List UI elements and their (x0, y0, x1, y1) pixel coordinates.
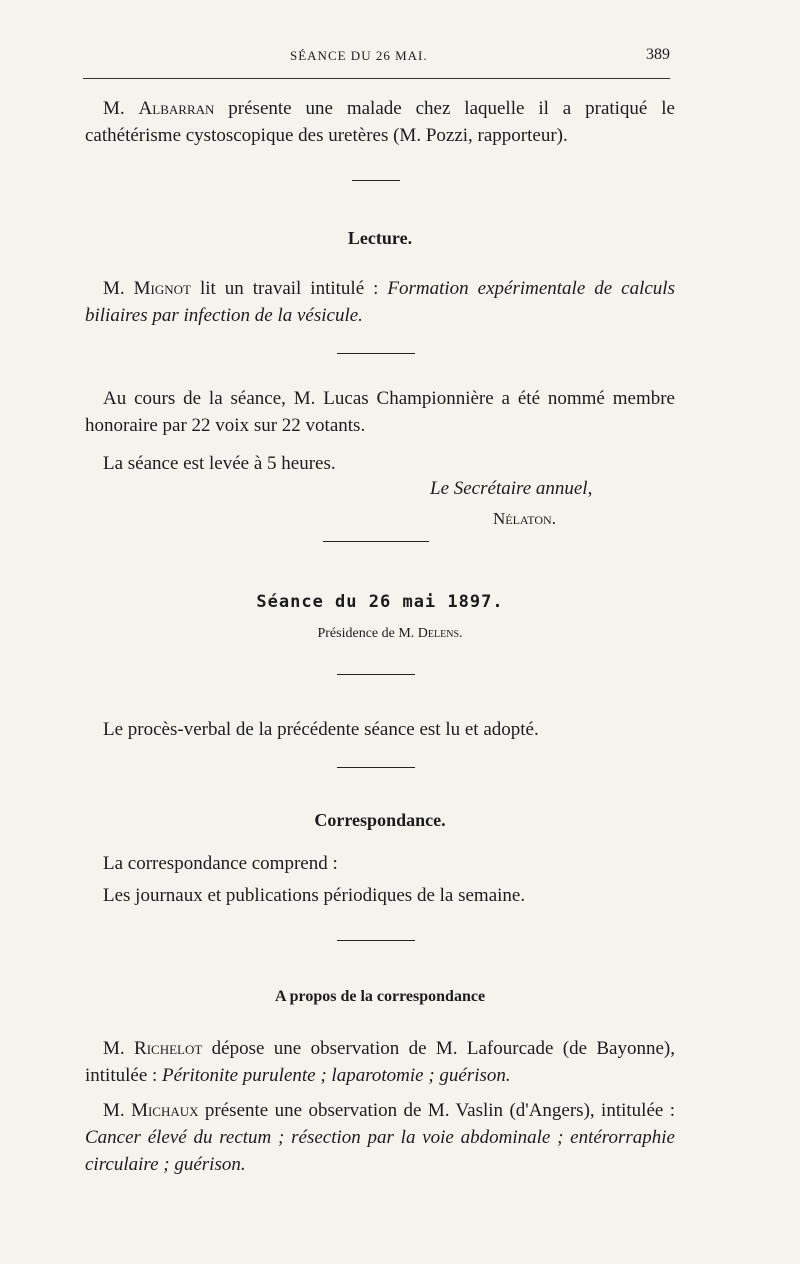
paragraph-albarran: M. Albarran présente une malade chez laquelle il a pratiqué le cathétérisme cystoscopique des uretères (M. Pozzi, rapporteur). (85, 98, 675, 146)
section-heading-lecture: Lecture. (347, 228, 413, 248)
author-name: Richelot (134, 1038, 203, 1059)
author-name: Michaux (131, 1100, 199, 1121)
paragraph-closing: La séance est levée à 5 heures. (103, 453, 336, 474)
section-heading-apropos: A propos de la correspondance (274, 988, 486, 1005)
work-title: Cancer élevé du rectum ; résection par la voie abdominale ; entérorraphie circulaire ; guérison. (85, 1127, 675, 1175)
paragraph-proces-verbal: Le procès-verbal de la précédente séance est lu et adopté. (103, 719, 539, 740)
paragraph-journaux: Les journaux et publications périodiques de la semaine. (103, 885, 526, 906)
running-header: SÉANCE DU 26 MAI. (290, 48, 428, 63)
session-presidency: Présidence de M. Delens. (317, 626, 463, 641)
separator-rule (337, 940, 415, 941)
paragraph-mignot: M. Mignot lit un travail intitulé : Formation expérimentale de calculs biliaires par infection de la vésicule. (85, 278, 675, 326)
separator-rule (337, 353, 415, 354)
work-title: Péritonite purulente ; laparotomie ; guérison. (162, 1065, 511, 1086)
paragraph-richelot: M. Richelot dépose une observation de M. Lafourcade (de Bayonne), intitulée : Péritonite purulente ; laparotomie ; guérison. (85, 1038, 675, 1086)
signature-role: Le Secrétaire annuel, (430, 478, 593, 499)
session-title: Séance du 26 mai 1897. (256, 592, 504, 612)
separator-rule (323, 541, 429, 542)
separator-rule (337, 674, 415, 675)
separator-rule (337, 767, 415, 768)
separator-rule (352, 180, 400, 181)
page-number: 389 (646, 46, 670, 63)
paragraph-correspondance: La correspondance comprend : (103, 853, 338, 874)
header-rule (83, 78, 670, 79)
president-name: Delens. (417, 626, 463, 641)
paragraph-michaux: M. Michaux présente une observation de M. Vaslin (d'Angers), intitulée : Cancer élevé du rectum ; résection par la voie abdominale ; entérorraphie circulaire ; guérison. (85, 1100, 675, 1175)
author-name: Mignot (133, 278, 191, 299)
author-name: Albarran (138, 98, 215, 119)
section-heading-correspondance: Correspondance. (314, 810, 446, 830)
paragraph-nomination: Au cours de la séance, M. Lucas Championnière a été nommé membre honoraire par 22 voix sur 22 votants. (85, 388, 675, 436)
work-title: Formation expérimentale de calculs biliaires par infection de la vésicule. (85, 278, 675, 326)
signature-name: Nélaton. (493, 509, 556, 528)
